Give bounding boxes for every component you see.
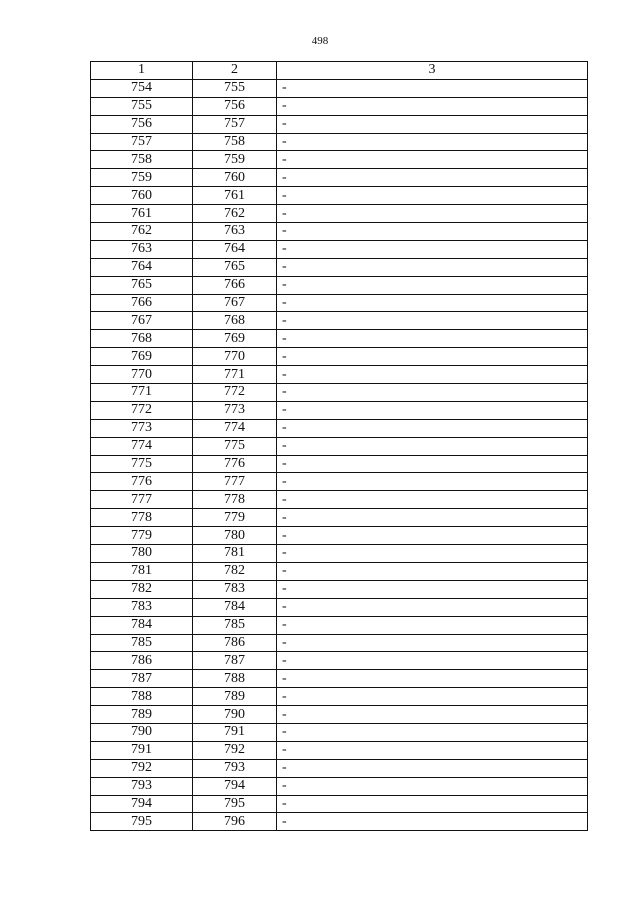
table-cell-col-3: - <box>277 276 588 294</box>
table-cell-col-3: - <box>277 598 588 616</box>
table-row <box>91 419 588 437</box>
table-row <box>91 598 588 616</box>
table-cell-col-3: - <box>277 366 588 384</box>
table-cell-col-3: - <box>277 491 588 509</box>
table-cell-col-2: 779 <box>193 509 277 527</box>
table-cell-col-3: - <box>277 616 588 634</box>
table-cell-col-1: 773 <box>91 419 193 437</box>
table-cell-col-1: 765 <box>91 276 193 294</box>
table-body <box>91 62 588 831</box>
table-cell-col-2: 771 <box>193 366 277 384</box>
table-cell-col-1: 787 <box>91 670 193 688</box>
table-cell-col-3: - <box>277 527 588 545</box>
table-cell-col-3: - <box>277 437 588 455</box>
table-cell-col-2: 768 <box>193 312 277 330</box>
page-number: 498 <box>311 35 329 47</box>
table-cell-col-3: - <box>277 688 588 706</box>
table-cell-col-3: - <box>277 562 588 580</box>
table-row <box>91 473 588 491</box>
table-cell-col-1: 760 <box>91 187 193 205</box>
table-cell-col-3: - <box>277 795 588 813</box>
table-cell-col-2: 792 <box>193 741 277 759</box>
table-cell-col-1: 784 <box>91 616 193 634</box>
table-cell-col-2: 765 <box>193 258 277 276</box>
table-cell-col-1: 792 <box>91 759 193 777</box>
table-row <box>91 813 588 831</box>
table-cell-col-1: 761 <box>91 205 193 223</box>
table-cell-col-2: 756 <box>193 97 277 115</box>
table-cell-col-3: - <box>277 777 588 795</box>
table-cell-col-3: - <box>277 79 588 97</box>
table-cell-col-2: 785 <box>193 616 277 634</box>
table-cell-col-2: 762 <box>193 205 277 223</box>
table-cell-col-1: 772 <box>91 401 193 419</box>
table-row <box>91 366 588 384</box>
table-cell-col-2: 766 <box>193 276 277 294</box>
table-cell-col-1: 795 <box>91 813 193 831</box>
table-cell-col-3: - <box>277 258 588 276</box>
table-cell-col-3: - <box>277 115 588 133</box>
table-row <box>91 706 588 724</box>
table-cell-col-1: 771 <box>91 384 193 402</box>
table-cell-col-2: 761 <box>193 187 277 205</box>
table-row <box>91 240 588 258</box>
table-cell-col-3: - <box>277 348 588 366</box>
table-cell-col-1: 786 <box>91 652 193 670</box>
table-cell-col-1: 789 <box>91 706 193 724</box>
table-row <box>91 258 588 276</box>
table-row <box>91 491 588 509</box>
table-cell-col-3: - <box>277 205 588 223</box>
table-row <box>91 133 588 151</box>
column-header-1: 1 <box>91 62 193 80</box>
table-cell-col-1: 767 <box>91 312 193 330</box>
table-cell-col-1: 769 <box>91 348 193 366</box>
table-row <box>91 723 588 741</box>
table-cell-col-1: 754 <box>91 79 193 97</box>
table-cell-col-1: 756 <box>91 115 193 133</box>
table-row <box>91 384 588 402</box>
table-cell-col-2: 758 <box>193 133 277 151</box>
table-cell-col-1: 791 <box>91 741 193 759</box>
table-cell-col-3: - <box>277 473 588 491</box>
table-row <box>91 741 588 759</box>
table-cell-col-1: 777 <box>91 491 193 509</box>
table-row <box>91 115 588 133</box>
table-cell-col-2: 787 <box>193 652 277 670</box>
table-cell-col-1: 762 <box>91 223 193 241</box>
table-cell-col-2: 763 <box>193 223 277 241</box>
table-cell-col-3: - <box>277 151 588 169</box>
table-cell-col-2: 783 <box>193 580 277 598</box>
table-cell-col-1: 781 <box>91 562 193 580</box>
table-row <box>91 509 588 527</box>
table-cell-col-2: 774 <box>193 419 277 437</box>
table-row <box>91 187 588 205</box>
table-cell-col-1: 790 <box>91 723 193 741</box>
table-cell-col-1: 776 <box>91 473 193 491</box>
table-cell-col-1: 759 <box>91 169 193 187</box>
table-cell-col-2: 767 <box>193 294 277 312</box>
table-cell-col-1: 774 <box>91 437 193 455</box>
table-cell-col-1: 755 <box>91 97 193 115</box>
table-cell-col-1: 793 <box>91 777 193 795</box>
column-header-3: 3 <box>277 62 588 80</box>
table-row <box>91 79 588 97</box>
table-cell-col-3: - <box>277 240 588 258</box>
table-cell-col-2: 777 <box>193 473 277 491</box>
table-row <box>91 634 588 652</box>
table-cell-col-2: 755 <box>193 79 277 97</box>
table-cell-col-2: 789 <box>193 688 277 706</box>
table-cell-col-3: - <box>277 670 588 688</box>
table-row <box>91 401 588 419</box>
table-cell-col-3: - <box>277 759 588 777</box>
table-cell-col-2: 764 <box>193 240 277 258</box>
table-cell-col-3: - <box>277 580 588 598</box>
table-row <box>91 276 588 294</box>
table-cell-col-1: 764 <box>91 258 193 276</box>
table-row <box>91 795 588 813</box>
data-table <box>90 61 588 831</box>
table-row <box>91 688 588 706</box>
table-cell-col-2: 773 <box>193 401 277 419</box>
table-cell-col-1: 768 <box>91 330 193 348</box>
table-cell-col-1: 782 <box>91 580 193 598</box>
table-row <box>91 97 588 115</box>
table-cell-col-1: 770 <box>91 366 193 384</box>
table-cell-col-3: - <box>277 97 588 115</box>
table-row <box>91 670 588 688</box>
table-cell-col-3: - <box>277 133 588 151</box>
table-row <box>91 437 588 455</box>
table-row <box>91 169 588 187</box>
table-cell-col-3: - <box>277 652 588 670</box>
table-cell-col-1: 758 <box>91 151 193 169</box>
table-row <box>91 777 588 795</box>
table-cell-col-2: 794 <box>193 777 277 795</box>
table-cell-col-3: - <box>277 545 588 563</box>
table-cell-col-3: - <box>277 294 588 312</box>
table-cell-col-3: - <box>277 401 588 419</box>
table-header-row <box>91 62 588 80</box>
table-cell-col-1: 763 <box>91 240 193 258</box>
table-cell-col-3: - <box>277 813 588 831</box>
table-cell-col-1: 778 <box>91 509 193 527</box>
table-cell-col-2: 784 <box>193 598 277 616</box>
table-cell-col-1: 766 <box>91 294 193 312</box>
table-cell-col-2: 772 <box>193 384 277 402</box>
table-cell-col-2: 782 <box>193 562 277 580</box>
table-row <box>91 294 588 312</box>
table-cell-col-2: 795 <box>193 795 277 813</box>
table-row <box>91 562 588 580</box>
table-cell-col-3: - <box>277 187 588 205</box>
table-cell-col-1: 788 <box>91 688 193 706</box>
table-cell-col-3: - <box>277 384 588 402</box>
table-cell-col-1: 757 <box>91 133 193 151</box>
table-cell-col-3: - <box>277 634 588 652</box>
table-cell-col-2: 781 <box>193 545 277 563</box>
table-row <box>91 545 588 563</box>
table-row <box>91 455 588 473</box>
table-cell-col-2: 788 <box>193 670 277 688</box>
table-cell-col-2: 790 <box>193 706 277 724</box>
table-cell-col-2: 786 <box>193 634 277 652</box>
table-cell-col-2: 793 <box>193 759 277 777</box>
table-cell-col-3: - <box>277 741 588 759</box>
table-row <box>91 527 588 545</box>
table-row <box>91 205 588 223</box>
table-cell-col-3: - <box>277 706 588 724</box>
table-row <box>91 759 588 777</box>
table-row <box>91 151 588 169</box>
table-cell-col-3: - <box>277 509 588 527</box>
table-cell-col-1: 794 <box>91 795 193 813</box>
table-cell-col-3: - <box>277 455 588 473</box>
table-cell-col-2: 769 <box>193 330 277 348</box>
table-row <box>91 616 588 634</box>
table-cell-col-3: - <box>277 723 588 741</box>
table-cell-col-2: 760 <box>193 169 277 187</box>
table-cell-col-1: 785 <box>91 634 193 652</box>
table-cell-col-2: 780 <box>193 527 277 545</box>
table-cell-col-1: 779 <box>91 527 193 545</box>
table-cell-col-3: - <box>277 330 588 348</box>
table-row <box>91 348 588 366</box>
table-row <box>91 652 588 670</box>
table-row <box>91 312 588 330</box>
table-cell-col-2: 791 <box>193 723 277 741</box>
table-cell-col-1: 775 <box>91 455 193 473</box>
table-row <box>91 223 588 241</box>
table-cell-col-2: 778 <box>193 491 277 509</box>
table-cell-col-2: 796 <box>193 813 277 831</box>
table-cell-col-1: 783 <box>91 598 193 616</box>
table-cell-col-3: - <box>277 419 588 437</box>
table-row <box>91 580 588 598</box>
table-row <box>91 330 588 348</box>
table-cell-col-3: - <box>277 223 588 241</box>
table-cell-col-2: 759 <box>193 151 277 169</box>
table-cell-col-2: 770 <box>193 348 277 366</box>
table-cell-col-1: 780 <box>91 545 193 563</box>
table-cell-col-2: 776 <box>193 455 277 473</box>
table-cell-col-2: 775 <box>193 437 277 455</box>
column-header-2: 2 <box>193 62 277 80</box>
table-cell-col-2: 757 <box>193 115 277 133</box>
table-cell-col-3: - <box>277 169 588 187</box>
table-cell-col-3: - <box>277 312 588 330</box>
